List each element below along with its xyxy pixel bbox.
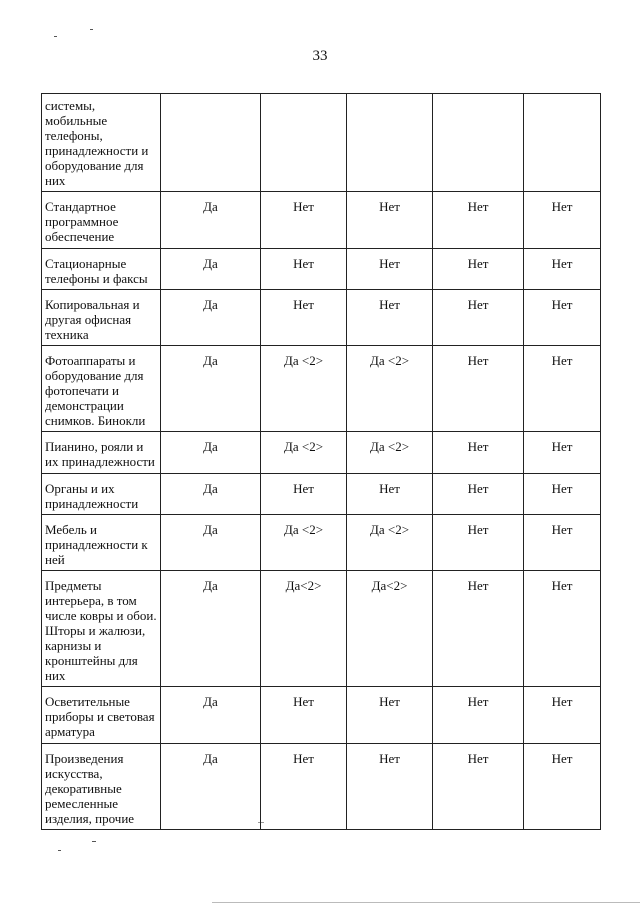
table-row xyxy=(42,571,601,687)
value-cell: Да <2> xyxy=(347,515,433,571)
value-cell: Нет xyxy=(524,432,601,474)
items-table xyxy=(41,93,601,830)
scan-mark xyxy=(92,841,96,842)
page-number: 33 xyxy=(312,48,328,64)
value-cell: Нет xyxy=(347,474,433,515)
value-cell: Нет xyxy=(433,249,524,290)
table-row xyxy=(42,192,601,249)
scan-mark xyxy=(90,29,93,30)
table-row xyxy=(42,346,601,432)
item-cell: системы, мобильные телефоны, принадлежности и оборудование для них xyxy=(42,94,161,192)
value-cell xyxy=(347,94,433,192)
value-cell: Нет xyxy=(524,515,601,571)
value-cell: Да <2> xyxy=(347,432,433,474)
value-cell: Да <2> xyxy=(261,432,347,474)
table-row xyxy=(42,249,601,290)
value-cell: Нет xyxy=(347,249,433,290)
scan-mark xyxy=(58,850,61,851)
value-cell: Да xyxy=(161,515,261,571)
value-cell: Нет xyxy=(433,744,524,830)
value-cell: Да xyxy=(161,290,261,346)
value-cell xyxy=(433,94,524,192)
table-row xyxy=(42,94,601,192)
value-cell: Нет xyxy=(524,290,601,346)
value-cell: Нет xyxy=(433,346,524,432)
scan-mark xyxy=(54,36,57,37)
value-cell: Нет xyxy=(524,346,601,432)
value-cell: Нет xyxy=(524,192,601,249)
value-cell: Нет xyxy=(261,192,347,249)
value-cell: Нет xyxy=(524,687,601,744)
value-cell: Нет xyxy=(261,687,347,744)
item-cell: Предметы интерьера, в том числе ковры и обои. Шторы и жалюзи, карнизы и кронштейны для них xyxy=(42,571,161,687)
value-cell: Да xyxy=(161,744,261,830)
value-cell: Нет xyxy=(347,192,433,249)
value-cell: Да <2> xyxy=(347,346,433,432)
value-cell: Нет xyxy=(433,432,524,474)
item-cell: Стандартное программное обеспечение xyxy=(42,192,161,249)
value-cell: Да <2> xyxy=(261,515,347,571)
value-cell: Да xyxy=(161,249,261,290)
item-cell: Фотоаппараты и оборудование для фотопечати и демонстрации снимков. Бинокли xyxy=(42,346,161,432)
table-row xyxy=(42,744,601,830)
item-cell: Пианино, рояли и их принадлежности xyxy=(42,432,161,474)
value-cell: Нет xyxy=(347,687,433,744)
page-edge-line xyxy=(212,902,640,903)
value-cell: Да xyxy=(161,346,261,432)
value-cell: Нет xyxy=(524,571,601,687)
item-cell: Мебель и принадлежности к ней xyxy=(42,515,161,571)
item-cell: Копировальная и другая офисная техника xyxy=(42,290,161,346)
item-cell: Стационарные телефоны и факсы xyxy=(42,249,161,290)
value-cell: Да<2> xyxy=(347,571,433,687)
value-cell: Нет xyxy=(524,474,601,515)
value-cell: Нет xyxy=(261,474,347,515)
value-cell: Нет xyxy=(433,687,524,744)
value-cell: Нет xyxy=(433,192,524,249)
table-row xyxy=(42,290,601,346)
value-cell: Нет xyxy=(433,290,524,346)
value-cell: Нет xyxy=(433,571,524,687)
value-cell: Да<2> xyxy=(261,571,347,687)
value-cell: Да xyxy=(161,687,261,744)
value-cell: Нет xyxy=(261,744,347,830)
value-cell: Нет xyxy=(347,290,433,346)
table-row xyxy=(42,515,601,571)
value-cell: Да xyxy=(161,474,261,515)
value-cell: Нет xyxy=(524,744,601,830)
table-row xyxy=(42,687,601,744)
value-cell: Да xyxy=(161,432,261,474)
value-cell: Нет xyxy=(261,249,347,290)
value-cell xyxy=(161,94,261,192)
value-cell: Нет xyxy=(347,744,433,830)
value-cell: Да xyxy=(161,571,261,687)
value-cell xyxy=(524,94,601,192)
value-cell: Нет xyxy=(433,515,524,571)
item-cell: Произведения искусства, декоративные ремесленные изделия, прочие xyxy=(42,744,161,830)
table-row xyxy=(42,474,601,515)
value-cell: Да xyxy=(161,192,261,249)
value-cell: Нет xyxy=(433,474,524,515)
value-cell: Нет xyxy=(261,290,347,346)
item-cell: Осветительные приборы и световая арматура xyxy=(42,687,161,744)
value-cell: Да <2> xyxy=(261,346,347,432)
table-row xyxy=(42,432,601,474)
value-cell xyxy=(261,94,347,192)
item-cell: Органы и их принадлежности xyxy=(42,474,161,515)
value-cell: Нет xyxy=(524,249,601,290)
